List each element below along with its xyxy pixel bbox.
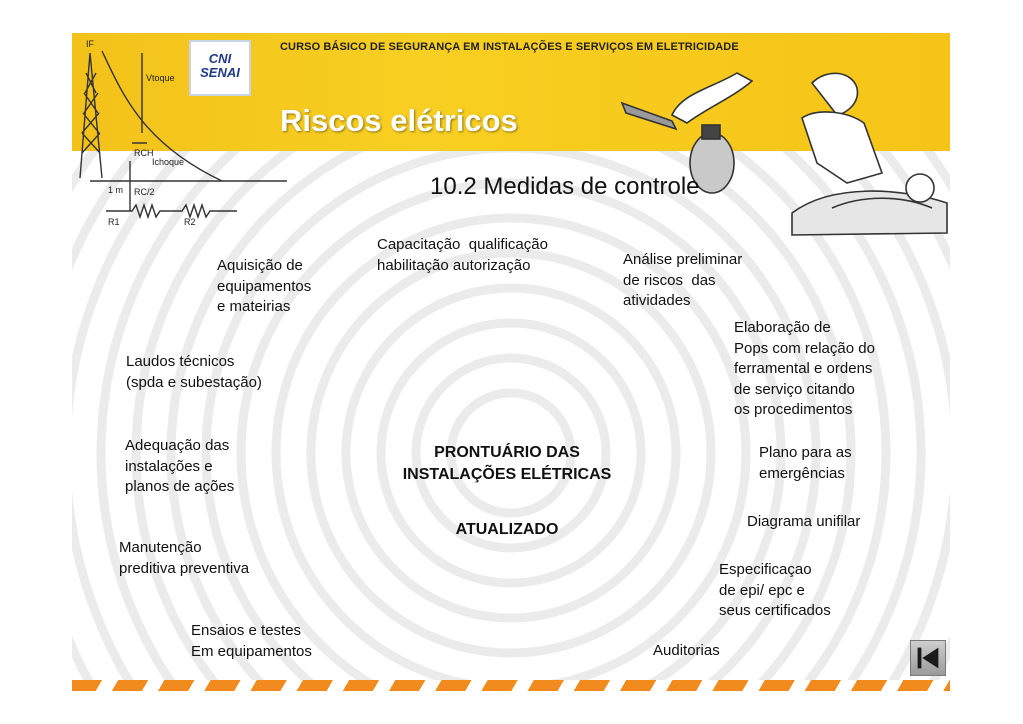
item-ensaios: Ensaios e testes Em equipamentos (191, 622, 312, 660)
logo-line-2: SENAI (200, 65, 240, 80)
item-elaboracao: Elaboração de Pops com relação do ferramental e ordens de serviço citando os procedimentos (734, 319, 875, 418)
item-manutencao: Manutenção preditiva preventiva (119, 539, 250, 577)
logo-line-1: CNI (208, 51, 232, 66)
electrical-diagram (72, 33, 292, 233)
first-aid-illustration (602, 63, 950, 238)
item-aquisicao: Aquisição de equipamentos e mateirias (217, 257, 312, 315)
diagram-label-if: IF (86, 39, 94, 49)
diagram-label-r1: R1 (108, 217, 120, 227)
skip-back-icon (911, 641, 945, 675)
center-title: PRONTUÁRIO DAS INSTALAÇÕES ELÉTRICAS (402, 444, 612, 483)
diagram-label-vtoque: Vtoque (146, 73, 175, 83)
item-laudos: Laudos técnicos (spda e subestação) (126, 353, 262, 391)
item-diagrama: Diagrama unifilar (747, 513, 861, 530)
diagram-label-rch: RCH (134, 148, 154, 158)
slide (72, 33, 950, 691)
cni-senai-logo (189, 40, 251, 96)
slide-title: 10.2 Medidas de controle (430, 173, 700, 200)
item-plano: Plano para as emergências (759, 444, 852, 482)
diagram-label-r2: R2 (184, 217, 196, 227)
item-especificacao: Especificaçao de epi/ epc e seus certificados (719, 561, 831, 619)
back-button[interactable] (910, 640, 946, 676)
item-auditorias: Auditorias (653, 642, 720, 659)
diagram-label-dist: 1 m (108, 185, 124, 195)
diagram-label-rc: RC/2 (134, 187, 155, 197)
footer-stripe (72, 680, 950, 691)
section-title: Riscos elétricos (280, 103, 518, 138)
item-adequacao: Adequação das instalações e planos de ações (125, 437, 235, 495)
item-analise: Análise preliminar de riscos das atividades (623, 251, 743, 309)
item-capacitacao: Capacitação qualificação habilitação autorização (377, 236, 548, 274)
course-title: CURSO BÁSICO DE SEGURANÇA EM INSTALAÇÕES E SERVIÇOS EM ELETRICIDADE (280, 41, 739, 53)
center-status: ATUALIZADO (455, 521, 559, 538)
diagram-label-ichoque: Ichoque (152, 157, 185, 167)
